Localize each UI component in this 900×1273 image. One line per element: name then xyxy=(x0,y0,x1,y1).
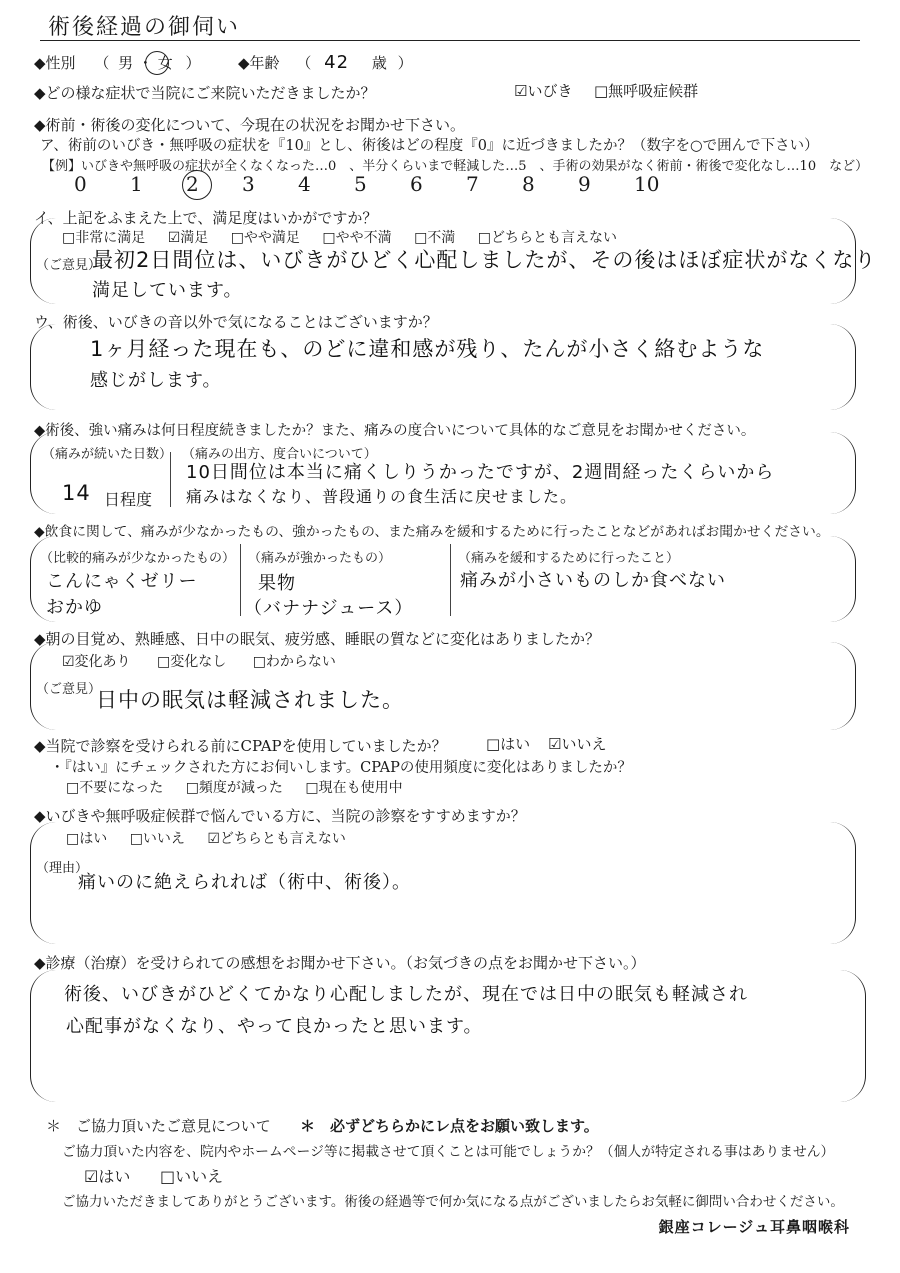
satisfaction-option-slightly-unsatisfied[interactable]: □やや不満 xyxy=(322,230,392,246)
age-label: ◆年齢 xyxy=(238,54,280,72)
gender-open: （ xyxy=(94,54,110,72)
recommend-option-no[interactable]: □いいえ xyxy=(129,831,185,847)
symptom-option-apnea[interactable]: □無呼吸症候群 xyxy=(594,82,699,100)
clinic-name: 銀座コレージュ耳鼻咽喉科 xyxy=(658,1218,850,1236)
food-col2-line2: （バナナジュース） xyxy=(244,598,414,619)
impression-answer-line2: 心配事がなくなり、やって良かったと思います。 xyxy=(66,1016,483,1037)
pain-days-unit: 日程度 xyxy=(104,490,153,509)
age-value[interactable]: 42 xyxy=(324,52,350,73)
satisfaction-answer-line2: 満足しています。 xyxy=(92,280,243,301)
change-example: 【例】いびきや無呼吸の症状が全くなくなった…0 、半分くらいまで軽減した…5 、手術の効果がなく術前・術後で変化なし…10 など） xyxy=(42,159,869,174)
satisfaction-opinion-label: （ご意見） xyxy=(36,258,102,273)
scale-1[interactable]: 1 xyxy=(130,172,143,196)
food-col2-label: （痛みが強かったもの） xyxy=(248,551,392,566)
footer-option-no[interactable]: □いいえ xyxy=(160,1167,224,1186)
footer-heading-right: ＊ 必ずどちらかにレ点をお願い致します。 xyxy=(300,1117,599,1135)
food-col1-label: （比較的痛みが少なかったもの） xyxy=(40,551,236,566)
change-instruction: ア、術前のいびき・無呼吸の症状を『10』とし、術後はどの程度『0』に近づきましたか？（数字を○で囲んで下さい） xyxy=(40,138,819,154)
satisfaction-heading: イ、上記をふまえた上で、満足度はいかがですか？ xyxy=(34,209,378,227)
food-heading: ◆飲食に関して、痛みが少なかったもの、強かったもの、また痛みを緩和するために行ったことなどがあればお聞かせください。 xyxy=(34,524,830,540)
scale-selected-circle xyxy=(182,170,212,200)
pain-answer-line2: 痛みはなくなり、普段通りの食生活に戻せました。 xyxy=(186,487,578,506)
age-close: ） xyxy=(397,54,413,72)
morning-option-changed[interactable]: ☑変化あり xyxy=(62,654,131,670)
impression-heading: ◆診療（治療）を受けられての感想をお聞かせ下さい。（お気づきの点をお聞かせ下さい。） xyxy=(34,954,646,972)
page-title: 術後経過の御伺い xyxy=(48,15,241,40)
age-row xyxy=(238,52,413,73)
scale-6[interactable]: 6 xyxy=(410,172,423,196)
gender-label: ◆性別 xyxy=(34,54,76,72)
footer-thanks: ご協力いただきましてありがとうございます。術後の経過等で何か気になる点がございましたらお気軽に御問い合わせください。 xyxy=(62,1194,844,1210)
scale-4[interactable]: 4 xyxy=(298,172,311,196)
age-open: （ xyxy=(296,54,312,72)
satisfaction-option-somewhat[interactable]: □やや満足 xyxy=(230,230,300,246)
impression-answer-line1: 術後、いびきがひどくてかなり心配しましたが、現在では日中の眠気も軽減され xyxy=(64,984,748,1005)
cpap-yes[interactable]: □はい xyxy=(486,735,531,753)
age-unit: 歳 xyxy=(371,54,387,72)
satisfaction-option-satisfied[interactable]: ☑満足 xyxy=(167,230,209,246)
recommend-option-neither[interactable]: ☑どちらとも言えない xyxy=(207,831,346,847)
food-col1-line2: おかゆ xyxy=(46,597,103,618)
scale-2[interactable]: 2 xyxy=(186,172,199,196)
gender-close: ） xyxy=(185,54,201,72)
morning-option-unknown[interactable]: □わからない xyxy=(252,654,336,670)
cpap-option-reduced[interactable]: □頻度が減った xyxy=(185,780,283,796)
scale-3[interactable]: 3 xyxy=(242,172,255,196)
recommend-reason-label: （理由） xyxy=(36,861,89,876)
morning-options xyxy=(62,651,336,671)
footer-option-yes[interactable]: ☑はい xyxy=(84,1167,131,1186)
cpap-option-still-using[interactable]: □現在も使用中 xyxy=(305,780,403,796)
cpap-sub-options xyxy=(66,777,403,797)
pain-days-label: （痛みが続いた日数） xyxy=(42,447,173,462)
symptom-option-snoring[interactable]: ☑いびき xyxy=(514,82,573,100)
change-scale xyxy=(74,172,690,196)
pain-detail-label: （痛みの出方、度合いについて） xyxy=(182,447,377,462)
scale-7[interactable]: 7 xyxy=(466,172,479,196)
morning-option-no-change[interactable]: □変化なし xyxy=(157,654,227,670)
satisfaction-option-very[interactable]: □非常に満足 xyxy=(62,230,146,246)
symptom-question: ◆どの様な症状で当院にご来院いただきましたか？ xyxy=(34,84,376,102)
pain-heading: ◆術後、強い痛みは何日程度続きましたか？また、痛みの度合いについて具体的なご意見をお聞かせください。 xyxy=(34,423,756,439)
satisfaction-option-neither[interactable]: □どちらとも言えない xyxy=(477,230,617,246)
food-col3-line1: 痛みが小さいものしか食べない xyxy=(460,570,726,591)
food-divider-2 xyxy=(450,544,451,616)
other-answer-line1: 1ヶ月経った現在も、のどに違和感が残り、たんが小さく絡むような xyxy=(90,337,765,361)
footer-heading-left: ＊ ご協力頂いたご意見について xyxy=(46,1117,271,1135)
cpap-no[interactable]: ☑いいえ xyxy=(548,735,607,753)
gender-dot: ・ xyxy=(137,54,153,72)
recommend-options xyxy=(66,828,346,848)
morning-heading: ◆朝の目覚め、熟睡感、日中の眠気、疲労感、睡眠の質などに変化はありましたか？ xyxy=(34,630,600,648)
pain-answer-line1: 10日間位は本当に痛くしりうかったですが、2週間経ったくらいから xyxy=(186,462,775,483)
pain-divider xyxy=(170,452,171,507)
pain-days-value[interactable]: 14 xyxy=(62,481,91,505)
cpap-option-unneeded[interactable]: □不要になった xyxy=(66,780,164,796)
recommend-answer-line1: 痛いのに絶えられれば（術中、術後）。 xyxy=(78,872,411,893)
change-heading: ◆術前・術後の変化について、今現在の状況をお聞かせ下さい。 xyxy=(34,116,465,134)
recommend-option-yes[interactable]: □はい xyxy=(66,831,108,847)
morning-opinion-label: （ご意見） xyxy=(36,682,102,697)
morning-answer-line1: 日中の眠気は軽減されました。 xyxy=(96,688,404,712)
cpap-sub-question: ・『はい』にチェックされた方にお伺いします。CPAPの使用頻度に変化はありましたか？ xyxy=(50,760,632,776)
scale-8[interactable]: 8 xyxy=(522,172,535,196)
gender-female[interactable]: 女 xyxy=(157,54,173,72)
recommend-heading: ◆いびきや無呼吸症候群で悩んでいる方に、当院の診察をすすめますか？ xyxy=(34,807,526,825)
gender-male[interactable]: 男 xyxy=(118,54,134,72)
other-heading: ウ、術後、いびきの音以外で気になることはございますか？ xyxy=(34,313,438,331)
scale-0[interactable]: 0 xyxy=(74,172,87,196)
title-underline xyxy=(40,40,860,41)
food-divider-1 xyxy=(240,544,241,616)
food-col1-line1: こんにゃくゼリー xyxy=(46,571,198,592)
food-col2-line1: 果物 xyxy=(258,573,296,594)
gender-row xyxy=(34,52,201,73)
food-col3-label: （痛みを緩和するために行ったこと） xyxy=(458,551,680,566)
scale-5[interactable]: 5 xyxy=(354,172,367,196)
satisfaction-answer-line1: 最初2日間位は、いびきがひどく心配しましたが、その後はほぼ症状がなくなり xyxy=(92,248,877,272)
scale-10[interactable]: 10 xyxy=(634,172,660,196)
gender-selected-circle xyxy=(145,51,169,75)
satisfaction-option-unsatisfied[interactable]: □不満 xyxy=(414,230,456,246)
footer-question: ご協力頂いた内容を、院内やホームページ等に掲載させて頂くことは可能でしょうか？（個人が特定される事はありません） xyxy=(62,1144,835,1160)
other-answer-line2: 感じがします。 xyxy=(90,370,222,391)
scale-9[interactable]: 9 xyxy=(578,172,591,196)
cpap-heading: ◆当院で診察を受けられる前にCPAPを使用していましたか？ xyxy=(34,737,447,755)
